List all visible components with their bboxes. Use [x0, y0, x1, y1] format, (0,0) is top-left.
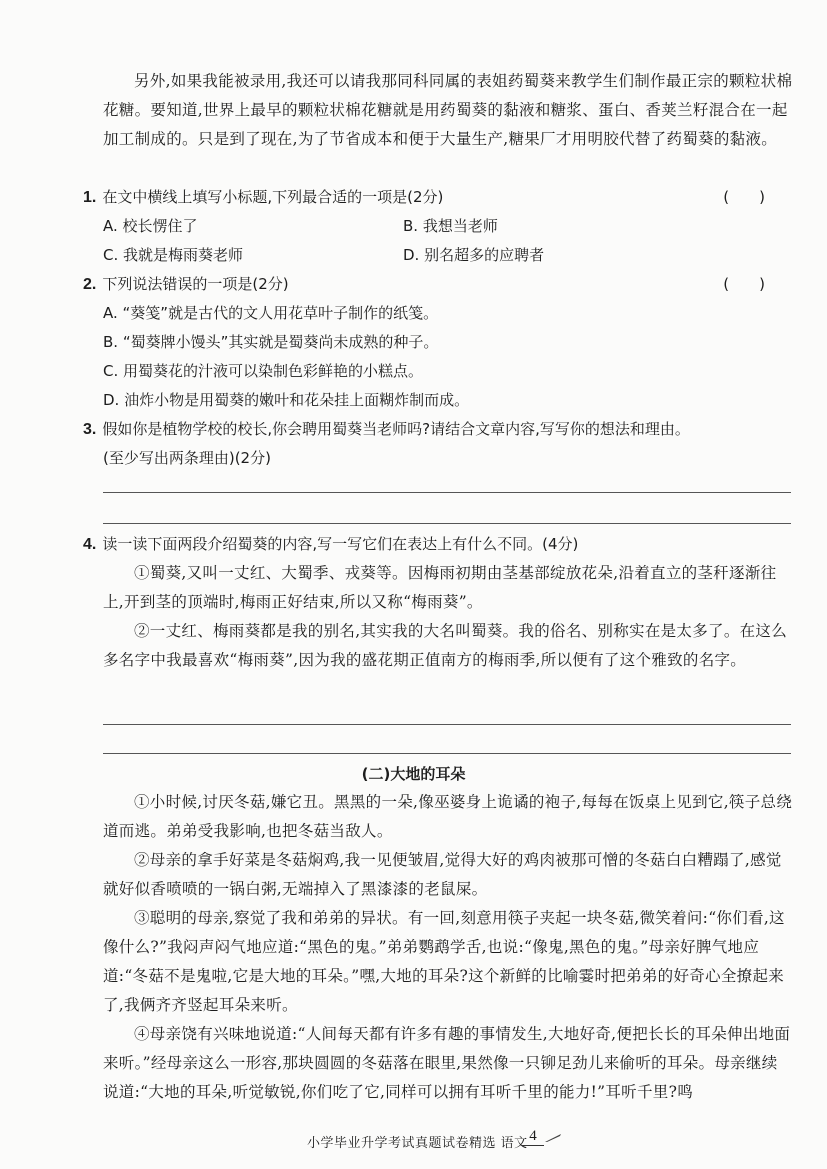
q4-passage-2: ②一丈红、梅雨葵都是我的别名,其实我的大名叫蜀葵。我的俗名、别称实在是太多了。在这么多名字中我最喜欢“梅雨葵”,因为我的盛花期正值南方的梅雨季,所以便有了这个雅致的名字。 — [103, 622, 788, 669]
story-paragraph-2: ②母亲的拿手好菜是冬菇焖鸡,我一见便皱眉,觉得大好的鸡肉被那可憎的冬菇白白糟蹋了,感觉就好似香喷喷的一锅白粥,无端掉入了黑漆漆的老鼠屎。 — [103, 851, 782, 898]
q4-answer-line-2[interactable] — [103, 753, 791, 754]
q2-option-a: A. “葵笺”就是古代的文人用花草叶子制作的纸笺。 — [103, 304, 439, 322]
story-paragraph-4: ④母亲饶有兴味地说道:“人间每天都有许多有趣的事情发生,大地好奇,便把长长的耳朵伸出地面来听。”经母亲这么一形容,那块圆圆的冬菇落在眼里,果然像一只铆足劲儿来偷听的耳朵。母亲继续说道:“大地的耳朵,听觉敏锐,你们吃了它,同样可以拥有耳听千里的能力!”耳听千里?鸣 — [103, 1025, 791, 1101]
page-number: 4 — [522, 1128, 544, 1146]
question-3-number: 3. — [83, 421, 97, 438]
question-2-answer-paren[interactable]: ( ) — [723, 275, 765, 293]
question-1-text: 在文中横线上填写小标题,下列最合适的一项是(2分) — [102, 188, 444, 206]
story-paragraph-1: ①小时候,讨厌冬菇,嫌它丑。黑黑的一朵,像巫婆身上诡谲的袍子,每每在饭桌上见到它,筷子总绕道而逃。弟弟受我影响,也把冬菇当敌人。 — [103, 793, 793, 840]
story-paragraph-3: ③聪明的母亲,察觉了我和弟弟的异状。有一回,刻意用筷子夹起一块冬菇,微笑着问:“你们看,这像什么?”我闷声闷气地应道:“黑色的鬼。”弟弟鹦鹉学舌,也说:“像鬼,黑色的鬼。”母亲好脾气地应道:“冬菇不是鬼啦,它是大地的耳朵。”嘿,大地的耳朵?这个新鲜的比喻霎时把弟弟的好奇心全撩起来了,我俩齐齐竖起耳朵来听。 — [103, 909, 785, 1014]
q1-option-d: D. 别名超多的应聘者 — [403, 246, 545, 264]
q4-passage-1: ①蜀葵,又叫一丈红、大蜀季、戎葵等。因梅雨初期由茎基部绽放花朵,沿着直立的茎秆逐渐往上,开到茎的顶端时,梅雨正好结束,所以又称“梅雨葵”。 — [103, 564, 777, 611]
question-4 — [83, 530, 795, 559]
question-2-number: 2. — [83, 276, 97, 293]
question-1 — [83, 183, 795, 212]
q4-answer-line-1[interactable] — [103, 724, 791, 725]
question-2-text: 下列说法错误的一项是(2分) — [102, 275, 289, 293]
question-2 — [83, 270, 795, 299]
q1-option-b: B. 我想当老师 — [403, 217, 498, 235]
question-1-answer-paren[interactable]: ( ) — [723, 188, 765, 206]
question-3 — [83, 415, 795, 444]
q1-option-a: A. 校长愣住了 — [103, 217, 198, 235]
q2-option-d: D. 油炸小物是用蜀葵的嫩叶和花朵挂上面糊炸制而成。 — [103, 391, 470, 409]
question-3-text: 假如你是植物学校的校长,你会聘用蜀葵当老师吗?请结合文章内容,写写你的想法和理由。 — [102, 420, 690, 438]
intro-paragraph: 另外,如果我能被录用,我还可以请我那同科同属的表姐药蜀葵来教学生们制作最正宗的颗粒状棉花糖。要知道,世界上最早的颗粒状棉花糖就是用药蜀葵的黏液和糖浆、蛋白、香荚兰籽混合在一起加工制成的。只是到了现在,为了节省成本和便于大量生产,糖果厂才用明胶代替了药蜀葵的黏液。 — [103, 72, 793, 148]
pen-icon — [544, 1133, 562, 1143]
q2-option-c: C. 用蜀葵花的汁液可以染制色彩鲜艳的小糕点。 — [103, 362, 424, 380]
question-4-number: 4. — [83, 536, 97, 553]
q3-answer-line-1[interactable] — [103, 492, 791, 493]
question-1-number: 1. — [83, 189, 97, 206]
footer-title: 小学毕业升学考试真题试卷精选 语文 — [307, 1136, 528, 1151]
section-title: (二)大地的耳朵 — [361, 765, 466, 783]
q1-option-c: C. 我就是梅雨葵老师 — [103, 246, 244, 264]
q3-answer-line-2[interactable] — [103, 523, 791, 524]
question-3-note: (至少写出两条理由)(2分) — [103, 449, 271, 467]
q2-option-b: B. “蜀葵牌小馒头”其实就是蜀葵尚未成熟的种子。 — [103, 333, 439, 351]
question-4-text: 读一读下面两段介绍蜀葵的内容,写一写它们在表达上有什么不同。(4分) — [102, 535, 579, 553]
